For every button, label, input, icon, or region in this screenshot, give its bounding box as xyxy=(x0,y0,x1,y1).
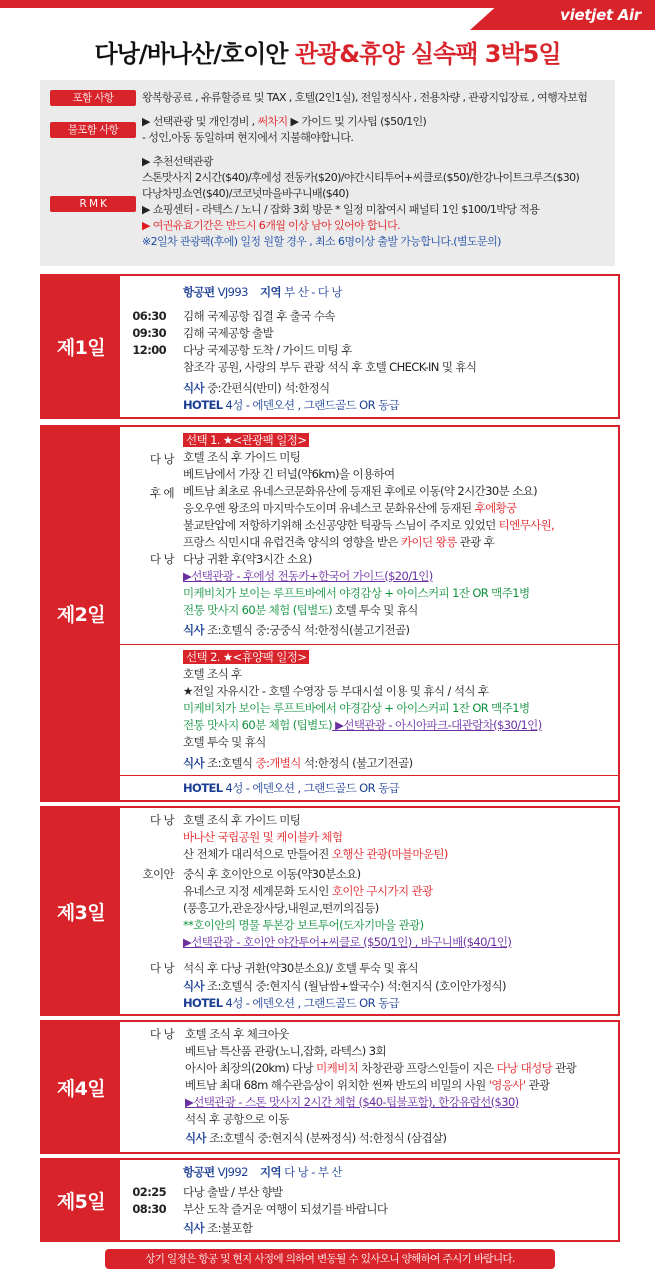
banner-stripe xyxy=(0,0,520,8)
day-5-line-2: 부산 도착 즐거운 여행이 되셨기를 바랍니다 xyxy=(183,1202,388,1216)
day-2-place-3: 다 낭 xyxy=(149,552,174,566)
rmk-line-4: ▶ 쇼핑센터 - 라텍스 / 노니 / 잡화 3회 방문 * 일정 미참여시 패널티 1인 $100/1박당 적용 xyxy=(142,203,540,216)
day-2-m-line-5: 호텔 투숙 및 휴식 xyxy=(183,735,266,749)
day-5-meal: 식사 조:불포함 xyxy=(183,1221,253,1235)
exclude-tag: 불포함 사항 xyxy=(50,122,136,138)
top-banner xyxy=(0,0,655,30)
day-3-label: 제3일 xyxy=(42,808,120,1014)
day-2-line-5: 불교탄압에 저항하기위해 소신공양한 틱광득 스님이 주지로 있었던 티엔무사원, xyxy=(183,518,555,532)
day-5-flight: 항공편 VJ992 지역 다 낭 - 부 산 xyxy=(183,1165,342,1179)
day-4-line-1: 호텔 조식 후 체크아웃 xyxy=(185,1027,289,1041)
include-text: 왕복항공료 , 유류할증료 및 TAX , 호텔(2인1실), 전일정식사 , 전용차량 , 관광지입장료 , 여행자보험 xyxy=(142,91,588,104)
day-2-line-7: 다낭 귀환 후(약3시간 소요) xyxy=(183,552,312,566)
day-2-line-3: 베트남 최초로 유네스코문화유산에 등재된 후에로 이동(약 2시간30분 소요) xyxy=(183,484,538,498)
day-1-line-2: 김해 국제공항 출발 xyxy=(183,326,274,340)
rmk-line-1: ▶ 추천선택관광 xyxy=(142,155,213,168)
day-2-line-4: 응오우엔 왕조의 마지막수도이며 유네스코 문화유산에 등재된 후에황궁 xyxy=(183,501,517,515)
day-2-line-10: 전통 맛사지 60분 체험 (팁별도) 호텔 투숙 및 휴식 xyxy=(183,603,418,617)
day-2-line-2: 베트남에서 가장 긴 터널(약6km)을 이용하여 xyxy=(183,467,395,481)
day-2-line-9: 미케비치가 보이는 루프트바에서 야경감상 + 아이스커피 1잔 OR 맥주1병 xyxy=(183,586,530,600)
day-3-place-2: 호이안 xyxy=(142,867,174,881)
day-3-line-9: 석식 후 다낭 귀환(약30분소요)/ 호텔 투숙 및 휴식 xyxy=(183,961,419,975)
include-tag: 포함 사항 xyxy=(50,90,136,106)
rmk-tag: R M K xyxy=(50,196,136,212)
day-5-time-2: 08:30 xyxy=(132,1202,166,1216)
hue-notice: ※2일차 관광팩(후에) 일정 원할 경우 , 최소 6명이상 출발 가능합니다.(별도문의) xyxy=(142,235,501,248)
rmk-line-2: 스톤맛사지 2시간($40)/후에성 전동카($20)/야간시티투어+씨클로($50)/한강나이트크루즈($30) xyxy=(142,171,580,184)
rmk-line-3: 다낭차밍쇼연($40)/코코넛마을바구니배($40) xyxy=(142,187,349,200)
info-box xyxy=(40,80,615,266)
day-2-m-line-4: 전통 맛사지 60분 체험 (팁별도) ▶선택관광 - 아시아파크-대관람차($30/1인) xyxy=(183,718,542,732)
day-3-place-1: 다 낭 xyxy=(149,813,174,827)
day-2-m-line-2: ★전일 자유시간 - 호텔 수영장 등 부대시설 이용 및 휴식 / 석식 후 xyxy=(183,684,489,698)
day-2-divider-1 xyxy=(120,644,618,645)
day-4-place: 다 낭 xyxy=(149,1027,174,1041)
day-1-flight: 항공편 VJ993 지역 부 산 - 다 낭 xyxy=(183,285,342,299)
day-5-time-1: 02:25 xyxy=(132,1185,166,1199)
day-3-line-5: 유네스코 지정 세계문화 도시인 호이안 구시가지 관광 xyxy=(183,884,433,898)
page-title: 다낭/바나산/호이안 관광&휴양 실속팩 3박5일 xyxy=(94,40,561,68)
day-2-line-1: 호텔 조식 후 가이드 미팅 xyxy=(183,450,301,464)
day-3-line-3: 산 전체가 대리석으로 만들어진 오행산 관광(마블마운틴) xyxy=(183,847,448,861)
day-3-line-4: 중식 후 호이안으로 이동(약30분소요) xyxy=(183,867,361,881)
day-2-m-line-1: 호텔 조식 후 xyxy=(183,667,242,681)
exclude-line-2: - 성인,아동 동일하며 현지에서 지불해야합니다. xyxy=(142,131,354,144)
day-1-line-3: 다낭 국제공항 도착 / 가이드 미팅 후 xyxy=(183,343,352,357)
day-2-line-6: 프랑스 식민시대 유럽건축 양식의 영향을 받은 카이딘 왕릉 관광 후 xyxy=(183,535,495,549)
day-4-line-3: 아시아 최장의(20km) 다낭 미케비치 차창관광 프랑스인들이 지은 다낭 대성당 관광 xyxy=(185,1061,577,1075)
day-1-hotel: HOTEL 4성 - 에덴오션 , 그랜드골드 OR 동급 xyxy=(183,398,400,412)
day-1-line-4: 참조각 공원, 사랑의 부두 관광 석식 후 호텔 CHECK-IN 및 휴식 xyxy=(183,360,477,374)
day-4-line-4: 베트남 최대 68m 해수관음상이 위치한 썬짜 반도의 비밀의 사원 '영응사' 관광 xyxy=(185,1078,550,1092)
day-1-line-1: 김해 국제공항 집결 후 출국 수속 xyxy=(183,309,335,323)
day-5-line-1: 다낭 출발 / 부산 향발 xyxy=(183,1185,283,1199)
day-2-section xyxy=(40,425,620,802)
day-3-meal: 식사 조:호텔식 중:현지식 (월남쌈+쌀국수) 석:현지식 (호이안가정식) xyxy=(183,979,506,993)
passport-notice: ▶ 여권유효기간은 반드시 6개월 이상 남아 있어야 합니다. xyxy=(142,219,401,232)
day-4-label: 제4일 xyxy=(42,1022,120,1152)
day-3-line-7: **호이안의 명물 투본강 보트투어(도자기마을 관광) xyxy=(183,918,424,932)
day-2-label: 제2일 xyxy=(42,427,120,800)
day-2-place-2: 후 에 xyxy=(149,486,174,500)
day-2-hotel: HOTEL 4성 - 에덴오션 , 그랜드골드 OR 동급 xyxy=(183,781,400,795)
day-3-line-1: 호텔 조식 후 가이드 미팅 xyxy=(183,813,301,827)
day-5-label: 제5일 xyxy=(42,1160,120,1240)
day-1-section xyxy=(40,274,620,419)
day-2-option-1: 선택 1. ★<관광팩 일정> xyxy=(183,432,309,449)
day-4-section xyxy=(40,1020,620,1154)
exclude-line-1: ▶ 선택관광 및 개인경비 , 써차지 ▶ 가이드 및 기사팁 ($50/1인) xyxy=(142,115,427,128)
day-3-hotel: HOTEL 4성 - 에덴오션 , 그랜드골드 OR 동급 xyxy=(183,996,400,1010)
day-1-time-1: 06:30 xyxy=(132,309,166,323)
day-4-option-tour: ▶선택관광 - 스톤 맛사지 2시간 체험 ($40-팁불포함), 한강유람선($30) xyxy=(185,1095,519,1109)
day-2-place-1: 다 낭 xyxy=(149,452,174,466)
day-1-label: 제1일 xyxy=(42,276,120,417)
day-3-place-3: 다 낭 xyxy=(149,961,174,975)
day-2-meal-1: 식사 조:호텔식 중:궁중식 석:한정식(불고기전골) xyxy=(183,623,410,637)
day-2-option-2: 선택 2. ★<휴양팩 일정> xyxy=(183,649,309,666)
day-2-option-tour-1: ▶선택관광 - 후에성 전동카+한국어 가이드($20/1인) xyxy=(183,569,433,583)
day-4-meal: 식사 조:호텔식 중:현지식 (분짜정식) 석:한정식 (삼겹살) xyxy=(185,1131,447,1145)
day-3-line-6: (풍흥고가,관운장사당,내원교,떤끼의집등) xyxy=(183,901,379,915)
day-5-section xyxy=(40,1158,620,1242)
footer-notice: 상기 일정은 항공 및 현지 사정에 의하여 변동될 수 있사오니 양해하여 주시기 바랍니다. xyxy=(105,1249,555,1269)
vietjet-logo: vietjet Air xyxy=(560,6,641,24)
day-1-meal: 식사 중:간편식(반미) 석:한정식 xyxy=(183,381,330,395)
day-1-time-3: 12:00 xyxy=(132,343,166,357)
day-4-line-6: 석식 후 공항으로 이동 xyxy=(185,1112,289,1126)
day-1-time-2: 09:30 xyxy=(132,326,166,340)
day-2-divider-2 xyxy=(120,775,618,776)
day-3-section xyxy=(40,806,620,1016)
day-4-line-2: 베트남 특산품 관광(노니,잡화, 라텍스) 3회 xyxy=(185,1044,386,1058)
day-2-m-line-3: 미케비치가 보이는 루프트바에서 야경감상 + 아이스커피 1잔 OR 맥주1병 xyxy=(183,701,530,715)
day-3-option-tour: ▶선택관광 - 호이안 야간투어+씨클로 ($50/1인) , 바구니배($40/1인) xyxy=(183,935,512,949)
day-2-meal-2: 식사 조:호텔식 중:개별식 석:한정식 (불고기전골) xyxy=(183,756,413,770)
day-3-line-2: 바나산 국립공원 및 케이블카 체험 xyxy=(183,830,343,844)
